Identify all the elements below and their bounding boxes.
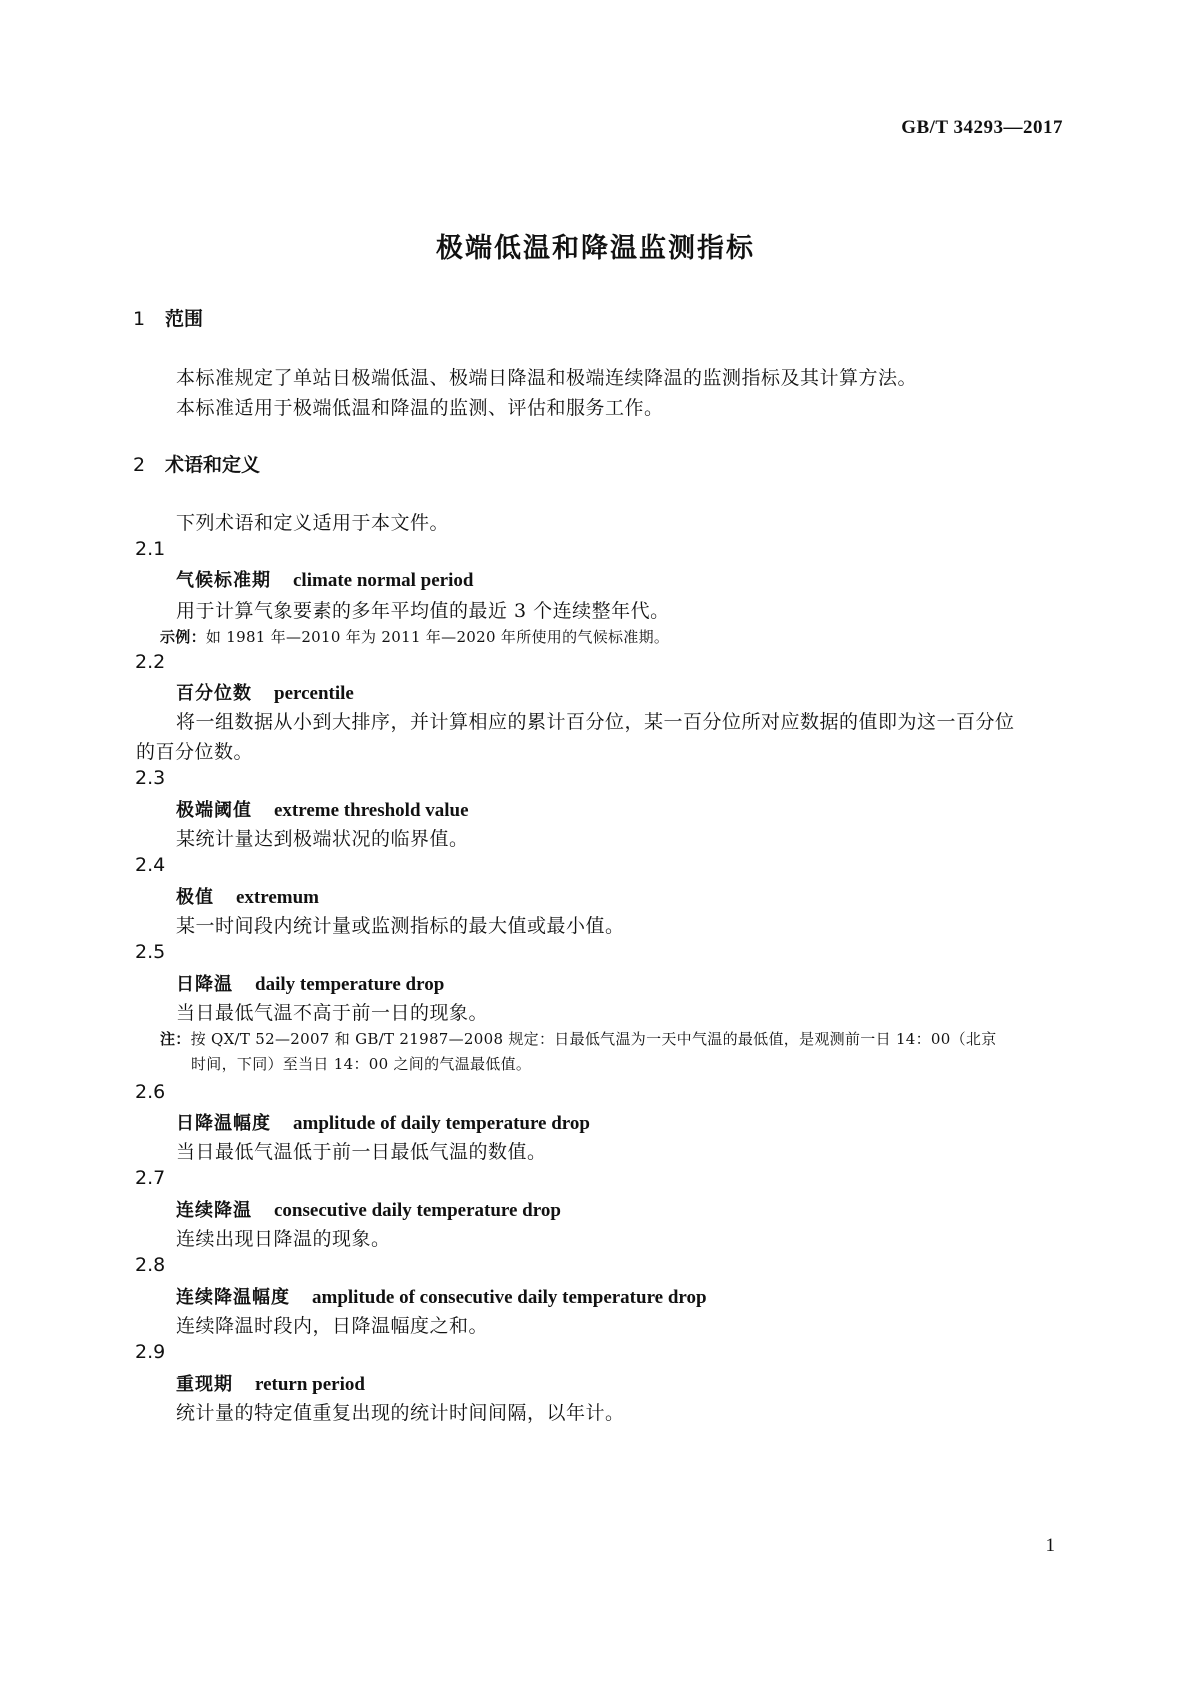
term-heading <box>176 566 473 592</box>
terms-intro: 下列术语和定义适用于本文件。 <box>176 512 450 534</box>
term-heading <box>176 1196 561 1222</box>
term-name-zh: 连续降温 <box>176 1200 252 1221</box>
term-heading <box>176 796 469 822</box>
term-name-zh: 日降温幅度 <box>176 1113 271 1134</box>
term-definition: 用于计算气象要素的多年平均值的最近 3 个连续整年代。 <box>176 600 670 622</box>
scope-paragraph-1: 本标准规定了单站日极端低温、极端日降温和极端连续降温的监测指标及其计算方法。 <box>176 367 918 389</box>
term-number: 2.9 <box>135 1341 166 1363</box>
term-note <box>160 1028 997 1049</box>
note-text-line-2: 时间，下同）至当日 14：00 之间的气温最低值。 <box>191 1055 532 1073</box>
term-number: 2.4 <box>135 854 166 876</box>
note-label: 注： <box>160 1030 191 1048</box>
term-definition: 统计量的特定值重复出现的统计时间间隔，以年计。 <box>176 1402 625 1424</box>
term-heading <box>176 970 444 996</box>
term-name-en: amplitude of consecutive daily temperature drop <box>312 1287 707 1308</box>
term-heading <box>176 1109 590 1135</box>
term-name-en: consecutive daily temperature drop <box>274 1200 561 1221</box>
term-definition: 连续降温时段内，日降温幅度之和。 <box>176 1315 489 1337</box>
term-definition: 当日最低气温不高于前一日的现象。 <box>176 1002 489 1024</box>
section-1-heading <box>133 304 203 331</box>
term-heading <box>176 883 319 909</box>
term-name-zh: 极端阈值 <box>176 800 252 821</box>
term-definition: 某统计量达到极端状况的临界值。 <box>176 828 469 850</box>
term-name-en: amplitude of daily temperature drop <box>293 1113 590 1134</box>
example-label: 示例： <box>160 628 206 646</box>
term-definition-line-1: 将一组数据从小到大排序，并计算相应的累计百分位，某一百分位所对应数据的值即为这一百分位 <box>176 711 1015 733</box>
example-text: 如 1981 年—2010 年为 2011 年—2020 年所使用的气候标准期。 <box>205 628 670 646</box>
term-number: 2.8 <box>135 1254 166 1276</box>
term-number: 2.7 <box>135 1167 166 1189</box>
note-text-line-1: 按 QX/T 52—2007 和 GB/T 21987—2008 规定：日最低气温为一天中气温的最低值，是观测前一日 14：00（北京 <box>190 1030 997 1048</box>
term-number: 2.5 <box>135 941 166 963</box>
term-number: 2.3 <box>135 767 166 789</box>
term-name-zh: 极值 <box>176 887 214 908</box>
page-number: 1 <box>1045 1535 1055 1556</box>
term-number: 2.6 <box>135 1081 166 1103</box>
term-name-zh: 连续降温幅度 <box>176 1287 290 1308</box>
term-name-zh: 重现期 <box>176 1374 233 1395</box>
term-definition-line-2: 的百分位数。 <box>136 741 254 763</box>
scope-paragraph-2: 本标准适用于极端低温和降温的监测、评估和服务工作。 <box>176 397 664 419</box>
section-number: 2 <box>133 454 146 476</box>
section-title: 术语和定义 <box>165 454 261 476</box>
term-definition: 某一时间段内统计量或监测指标的最大值或最小值。 <box>176 915 625 937</box>
section-title: 范围 <box>165 308 204 330</box>
term-heading <box>176 679 354 705</box>
term-heading <box>176 1283 707 1309</box>
standard-code: GB/T 34293—2017 <box>901 117 1063 138</box>
page-title: 极端低温和降温监测指标 <box>436 233 755 264</box>
term-name-en: percentile <box>274 683 354 704</box>
term-name-zh: 日降温 <box>176 974 233 995</box>
term-number: 2.2 <box>135 651 166 673</box>
term-name-en: return period <box>255 1374 365 1395</box>
term-definition: 当日最低气温低于前一日最低气温的数值。 <box>176 1141 547 1163</box>
section-2-heading <box>133 450 260 477</box>
term-name-en: extreme threshold value <box>274 800 469 821</box>
term-example <box>160 626 669 647</box>
section-number: 1 <box>133 308 146 330</box>
term-heading <box>176 1370 365 1396</box>
term-name-en: daily temperature drop <box>255 974 445 995</box>
term-name-zh: 气候标准期 <box>176 570 271 591</box>
term-name-en: extremum <box>236 887 320 908</box>
term-name-en: climate normal period <box>293 570 474 591</box>
term-definition: 连续出现日降温的现象。 <box>176 1228 391 1250</box>
term-name-zh: 百分位数 <box>176 683 252 704</box>
term-number: 2.1 <box>135 538 166 560</box>
